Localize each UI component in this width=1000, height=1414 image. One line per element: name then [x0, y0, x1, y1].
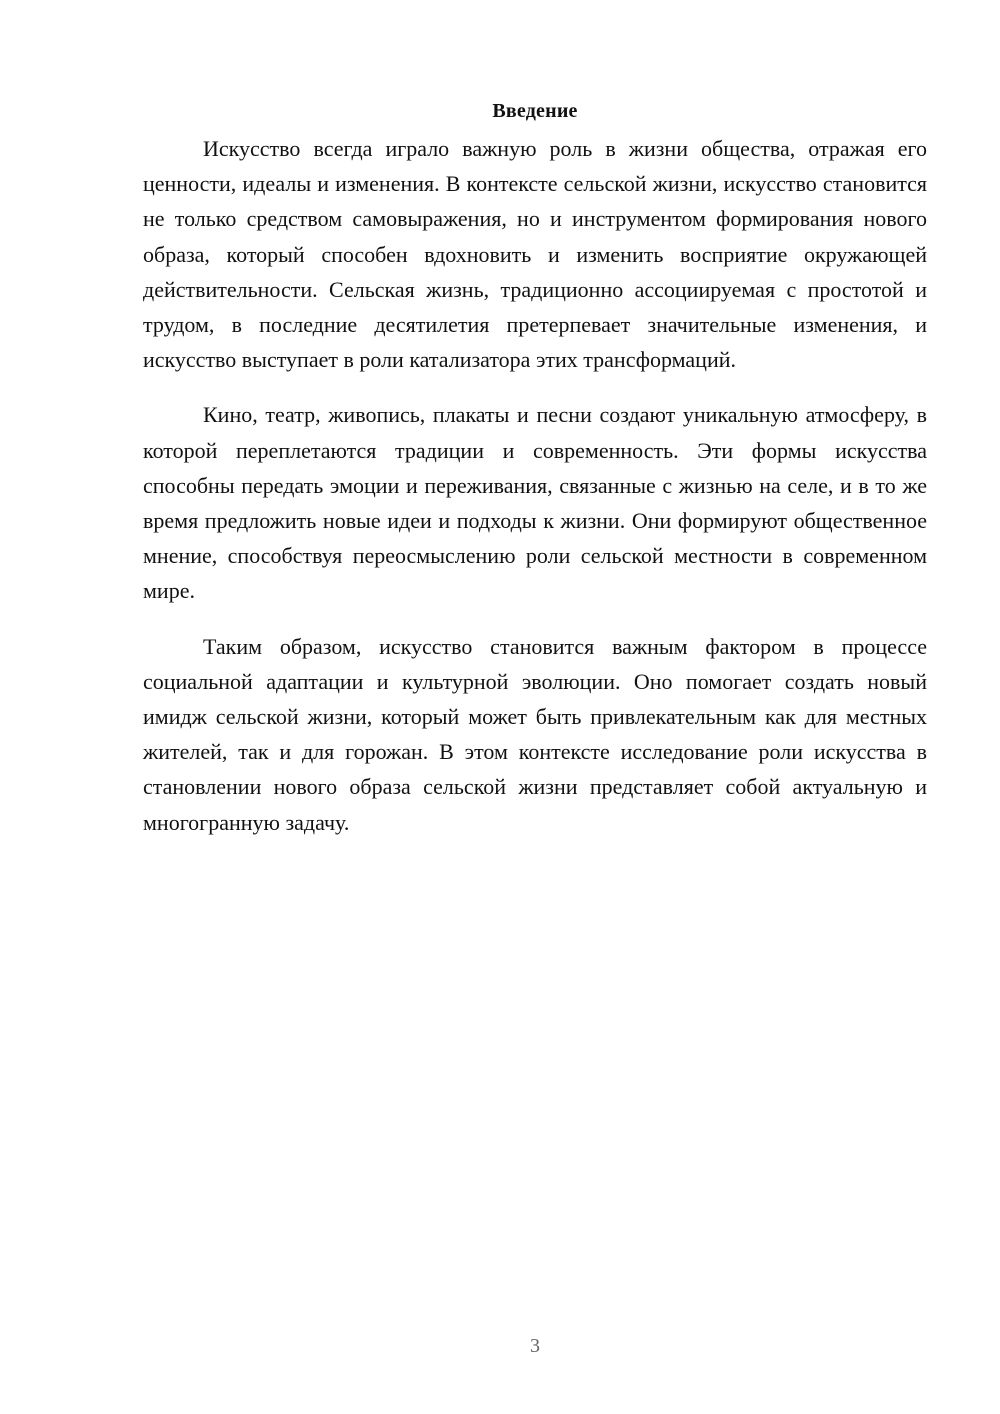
page-content	[143, 96, 927, 860]
paragraph-2: Кино, театр, живопись, плакаты и песни создают уникальную атмосферу, в которой переплетаются традиции и современность. Эти формы искусства способны передать эмоции и переживания, связанные с жизнью на селе, и в то же время предложить новые идеи и подходы к жизни. Они формируют общественное мнение, способствуя переосмыслению роли сельской местности в современном мире.	[143, 402, 927, 604]
paragraph-1: Искусство всегда играло важную роль в жизни общества, отражая его ценности, идеалы и изменения. В контексте сельской жизни, искусство становится не только средством самовыражения, но и инструментом формирования нового образа, который способен вдохновить и изменить восприятие окружающей действительности. Сельская жизнь, традиционно ассоциируемая с простотой и трудом, в последние десятилетия претерпевает значительные изменения, и искусство выступает в роли катализатора этих трансформаций.	[143, 136, 927, 373]
page-number: 3	[530, 1335, 540, 1357]
paragraph-3: Таким образом, искусство становится важным фактором в процессе социальной адаптации и культурной эволюции. Оно помогает создать новый имидж сельской жизни, который может быть привлекательным как для местных жителей, так и для горожан. В этом контексте исследование роли искусства в становлении нового образа сельской жизни представляет собой актуальную и многогранную задачу.	[143, 633, 927, 835]
section-title: Введение	[492, 100, 578, 122]
